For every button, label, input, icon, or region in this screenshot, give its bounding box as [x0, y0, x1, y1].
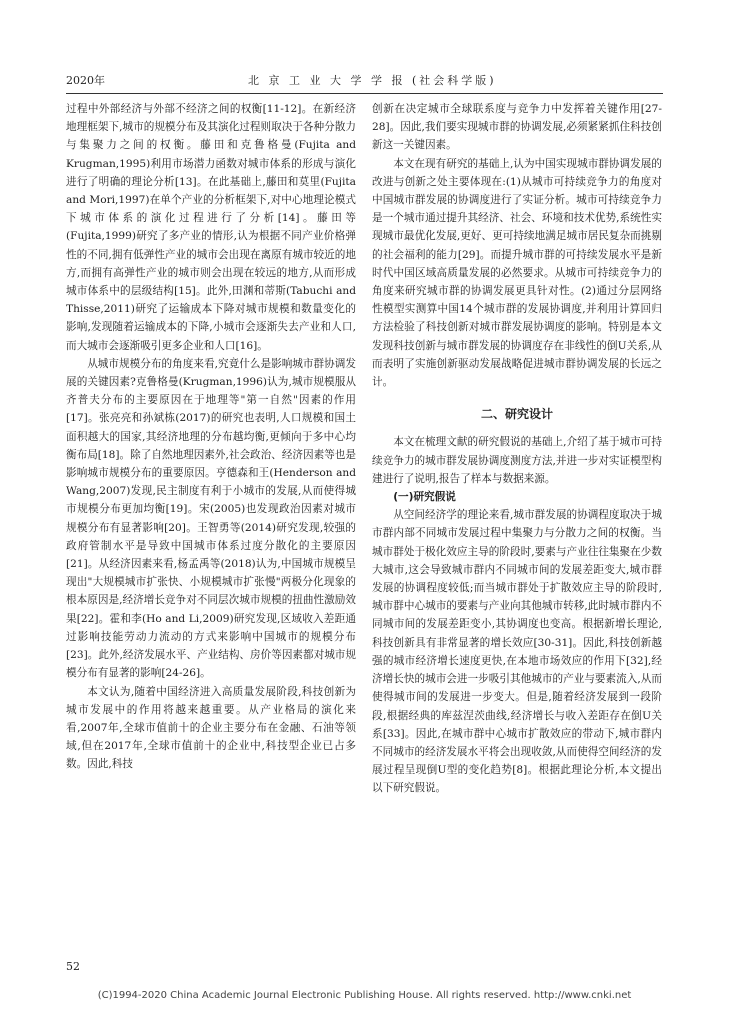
subsection-heading: (一)研究假说: [393, 491, 456, 504]
section-heading: 二、研究设计: [480, 407, 553, 422]
right-column: [372, 100, 662, 798]
paragraph: 本文在现有研究的基础上,认为中国实现城市群协调发展的改进与创新之处主要体现在:(1)从城市可持续竞争力的角度对中国城市群发展的协调度进行了实证分析。城市可持续竞争力是一个城市通过提升其经济、社会、环境和技术优势,系统性实现城市最优化发展,更好、更可持续地满足城市居民复杂而挑剔的社会福利的能力[29]。而提升城市群的可持续发展水平是新时代中国区域高质量发展的必然要求。从城市可持续竞争力的角度来研究城市群的协调发展更具针对性。(2)通过分层网络性模型实测算中国14个城市群的发展协调度,并利用计算回归方法检验了科技创新对城市群发展协调度的影响。特别是本文发现科技创新与城市群发展的协调度存在非线性的倒U关系,从而表明了实施创新驱动发展战略促进城市群协调发展的长远之计。: [372, 157, 662, 389]
paragraph: 从空间经济学的理论来看,城市群发展的协调程度取决于城市群内部不同城市发展过程中集聚力与分散力之间的权衡。当城市群处于极化效应主导的阶段时,要素与产业往往集聚在少数大城市,这会导致城市群内不同城市间的发展差距变大,城市群发展的协调程度较低;而当城市群处于扩散效应主导的阶段时,城市群中心城市的要素与产业向其他城市转移,此时城市群内不同城市间的发展差距变小,其协调度也变高。根据新增长理论,科技创新具有非常显著的增长效应[30-31]。因此,科技创新越强的城市经济增长速度更快,在本地市场效应的作用下[32],经济增长快的城市会进一步吸引其他城市的产业与要素流入,从而使得城市间的发展进一步变大。但是,随着经济发展到一段阶段,根据经典的库兹涅茨曲线,经济增长与收入差距存在倒U关系[33]。因此,在城市群中心城市扩散效应的带动下,城市群内不同城市的经济发展水平将会出现收敛,从而使得空间经济的发展过程呈现倒U型的变化趋势[8]。根据此理论分析,本文提出以下研究假说。: [372, 509, 662, 795]
paragraph: 创新在决定城市全球联系度与竞争力中发挥着关键作用[27-28]。因此,我们要实现城市群的协调发展,必须紧紧抓住科技创新这一关键因素。: [372, 103, 662, 152]
header-rule: [66, 93, 663, 94]
header-year: 2020年: [66, 74, 105, 87]
page-number: 52: [66, 960, 80, 973]
left-column: [66, 100, 356, 774]
header-journal-title: 北 京 工 业 大 学 学 报 (社会科学版): [248, 74, 497, 87]
paragraph: 本文认为,随着中国经济进入高质量发展阶段,科技创新为城市发展中的作用将越来越重要。从产业格局的演化来看,2007年,全球市值前十的企业主要分布在金融、石油等领域,但在2017年,全球市值前十的企业中,科技型企业已占多数。因此,科技: [66, 685, 356, 771]
page-header: [66, 72, 663, 94]
paragraph: 从城市规模分布的角度来看,究竟什么是影响城市群协调发展的关键因素?克鲁格曼(Krugman,1996)认为,城市规模服从齐普夫分布的主要原因在于地理等"第一自然"因素的作用[17]。张亮亮和孙斌栋(2017)的研究也表明,人口规模和国土面积越大的国家,其经济地理的分布越均衡,更倾向于多中心均衡布局[18]。除了自然地理因素外,社会政治、经济因素等也是影响城市规模分布的重要原因。亨德森和王(Henderson and Wang,2007)发现,民主制度有利于小城市的发展,从而使得城市规模分布更加均衡[19]。宋(2005)也发现政治因素对城市规模分布有显著影响[20]。王智勇等(2014)研究发现,较强的政府管制水平是导致中国城市体系过度分散化的主要原因[21]。从经济因素来看,杨孟禹等(2018)认为,中国城市规模呈现出"大规模城市扩张快、小规模城市扩张慢"两极分化现象的根本原因是,经济增长竞争对不同层次城市规模的扭曲性激励效果[22]。霍和李(Ho and Li,2009)研究发现,区域收入差距通过影响技能劳动力流动的方式来影响中国城市的规模分布[23]。此外,经济发展水平、产业结构、房价等因素都对城市规模分布有显著的影响[24-26]。: [66, 357, 356, 680]
copyright-footer: (C)1994-2020 China Academic Journal Electronic Publishing House. All rights reserved. http://www.cnki.net: [97, 990, 632, 1001]
paragraph: 过程中外部经济与外部不经济之间的权衡[11-12]。在新经济地理框架下,城市的规模分布及其演化过程则取决于各种分散力与集聚力之间的权衡。藤田和克鲁格曼(Fujita and Krugman,1995)利用市场潜力函数对城市体系的形成与演化进行了明确的理论分析[13]。在此基础上,藤田和莫里(Fujita and Mori,1997)在单个产业的分析框架下,对中心地理论模式下城市体系的演化过程进行了分析[14]。藤田等(Fujita,1999)研究了多产业的情形,认为根据不同产业价格弹性的不同,拥有低弹性产业的城市会出现在离原有城市较近的地方,而拥有高弹性产业的城市则会出现在较远的地方,从而形成城市体系中的层级结构[15]。此外,田渊和蒂斯(Tabuchi and Thisse,2011)研究了运输成本下降对城市规模和数量变化的影响,发现随着运输成本的下降,小城市会逐渐失去产业和人口,而大城市会逐渐吸引更多企业和人口[16]。: [66, 103, 356, 352]
section-intro: 本文在梳理文献的研究假说的基础上,介绍了基于城市可持续竞争力的城市群发展协调度测度方法,并进一步对实证模型构建进行了说明,报告了样本与数据来源。: [372, 436, 662, 485]
